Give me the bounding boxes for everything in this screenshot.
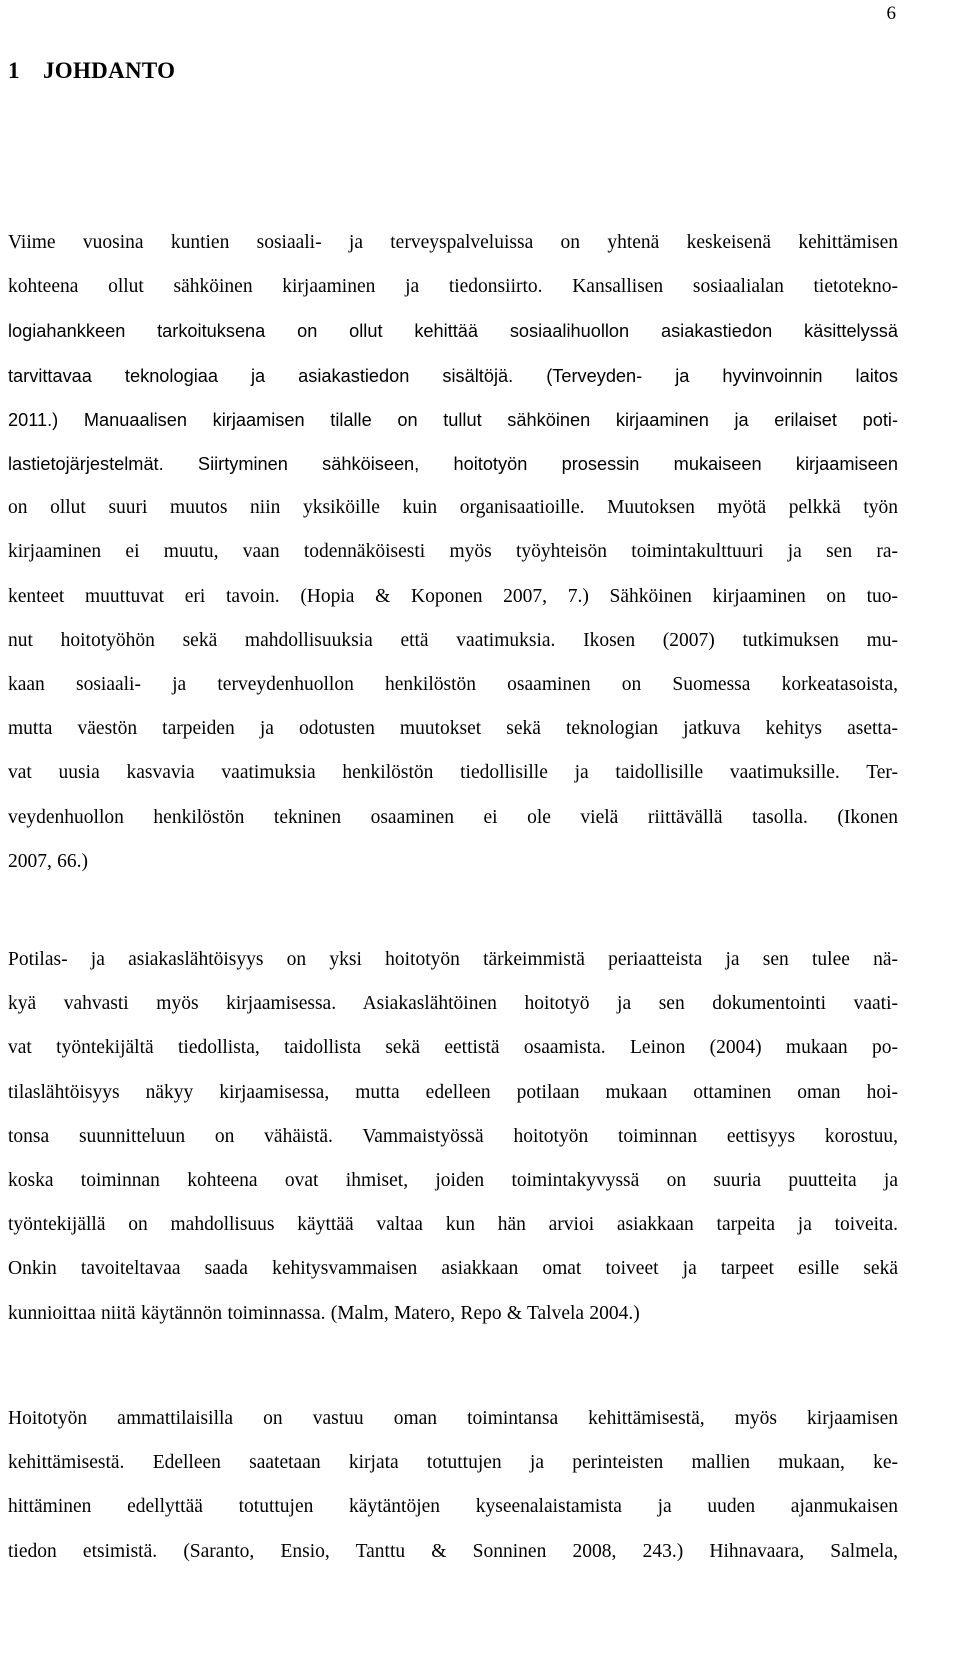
section-title: JOHDANTO — [43, 58, 176, 83]
paragraph-line: vat työntekijältä tiedollista, taidollista sekä eettistä osaamista. Leinon (2004) mukaan po- — [8, 1037, 898, 1059]
paragraph-professional-responsibility — [8, 1397, 898, 1574]
page-number: 6 — [886, 3, 896, 24]
paragraph-line: kehittämisestä. Edelleen saatetaan kirjata totuttujen ja perinteisten mallien mukaan, ke- — [8, 1452, 898, 1474]
paragraph-line: 2011.) Manuaalisen kirjaamisen tilalle on tullut sähköinen kirjaaminen ja erilaiset poti- — [8, 409, 898, 430]
section-heading — [8, 56, 175, 86]
paragraph-line: kohteena ollut sähköinen kirjaaminen ja tiedonsiirto. Kansallisen sosiaalialan tietotekno- — [8, 276, 898, 298]
paragraph-line: hittäminen edellyttää totuttujen käytäntöjen kyseenalaistamista ja uuden ajanmukaisen — [8, 1496, 898, 1518]
paragraph-line: logiahankkeen tarkoituksena on ollut kehittää sosiaalihuollon asiakastiedon käsittelyssä — [8, 321, 898, 342]
paragraph-line: kirjaaminen ei muutu, vaan todennäköisesti myös työyhteisön toimintakulttuuri ja sen ra- — [8, 541, 898, 563]
paragraph-client-orientation — [8, 938, 898, 1336]
paragraph-line: lastietojärjestelmät. Siirtyminen sähköiseen, hoitotyön prosessin mukaiseen kirjaamiseen — [8, 454, 898, 475]
paragraph-line: Potilas- ja asiakaslähtöisyys on yksi hoitotyön tärkeimmistä periaatteista ja sen tulee nä- — [8, 949, 898, 970]
paragraph-line: nut hoitotyöhön sekä mahdollisuuksia että vaatimuksia. Ikosen (2007) tutkimuksen mu- — [8, 629, 898, 651]
section-number: 1 — [8, 58, 20, 83]
paragraph-line: mutta väestön tarpeiden ja odotusten muutokset sekä teknologian jatkuva kehitys asetta- — [8, 718, 898, 740]
paragraph-line: tiedon etsimistä. (Saranto, Ensio, Tanttu & Sonninen 2008, 243.) Hihnavaara, Salmela, — [8, 1540, 898, 1562]
paragraph-line: tilaslähtöisyys näkyy kirjaamisessa, mutta edelleen potilaan mukaan ottaminen oman hoi- — [8, 1081, 898, 1103]
paragraph-intro — [8, 221, 898, 884]
paragraph-line: kenteet muuttuvat eri tavoin. (Hopia & Koponen 2007, 7.) Sähköinen kirjaaminen on tuo- — [8, 585, 898, 607]
paragraph-line: Viime vuosina kuntien sosiaali- ja terveyspalveluissa on yhtenä keskeisenä kehittämisen — [8, 232, 898, 253]
paragraph-line: työntekijällä on mahdollisuus käyttää valtaa kun hän arvioi asiakkaan tarpeita ja toiveita. — [8, 1214, 898, 1236]
paragraph-line: Hoitotyön ammattilaisilla on vastuu oman toimintansa kehittämisestä, myös kirjaamisen — [8, 1408, 898, 1429]
paragraph-line: Onkin tavoiteltavaa saada kehitysvammaisen asiakkaan omat toiveet ja tarpeet esille sekä — [8, 1258, 898, 1280]
paragraph-line: kunnioittaa niitä käytännön toiminnassa. (Malm, Matero, Repo & Talvela 2004.) — [8, 1302, 640, 1324]
paragraph-line: kaan sosiaali- ja terveydenhuollon henkilöstön osaaminen on Suomessa korkeatasoista, — [8, 674, 898, 696]
paragraph-line: koska toiminnan kohteena ovat ihmiset, joiden toimintakyvyssä on suuria puutteita ja — [8, 1170, 898, 1192]
paragraph-line: tarvittavaa teknologiaa ja asiakastiedon sisältöjä. (Terveyden- ja hyvinvoinnin laitos — [8, 365, 898, 386]
paragraph-line: veydenhuollon henkilöstön tekninen osaaminen ei ole vielä riittävällä tasolla. (Ikonen — [8, 806, 898, 828]
paragraph-line: vat uusia kasvavia vaatimuksia henkilöstön tiedollisille ja taidollisille vaatimuksille. Ter- — [8, 762, 898, 784]
paragraph-line: 2007, 66.) — [8, 850, 89, 872]
paragraph-line: on ollut suuri muutos niin yksiköille kuin organisaatioille. Muutoksen myötä pelkkä työn — [8, 497, 898, 519]
paragraph-line: tonsa suunnitteluun on vähäistä. Vammaistyössä hoitotyön toiminnan eettisyys korostuu, — [8, 1125, 898, 1147]
paragraph-line: kyä vahvasti myös kirjaamisessa. Asiakaslähtöinen hoitotyö ja sen dokumentointi vaati- — [8, 993, 898, 1015]
